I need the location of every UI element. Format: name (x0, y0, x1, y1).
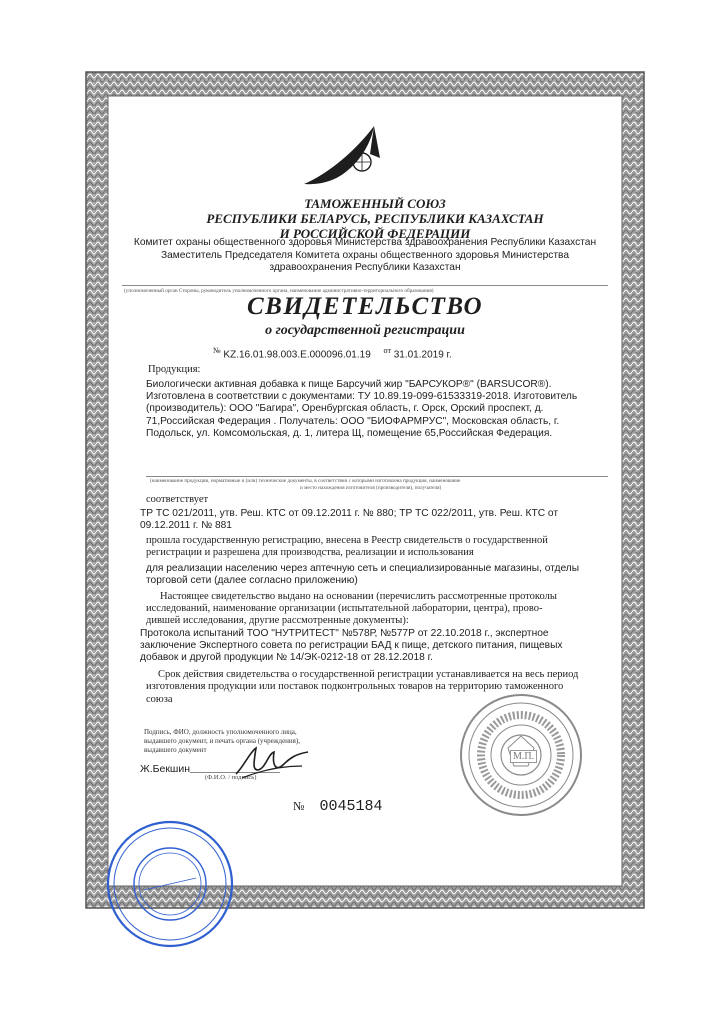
product-line: Биологически активная добавка к пище Барсучий жир "БАРСУКОР®" (BARSUCOR®). (146, 379, 552, 390)
handwritten-signature-icon (232, 740, 312, 784)
signatory-caption-line: выдавшего документ, и печать органа (учреждения), (144, 737, 300, 745)
compliance-line: ТР ТС 021/2011, утв. Реш. КТС от 09.12.2011 г. № 880; ТР ТС 022/2011, утв. Реш. КТС от (140, 508, 559, 519)
product-description (146, 379, 616, 440)
committee-caption: (уполномоченный орган Стороны, руководитель уполномоченного органа, наименование административно-территориального образования) (124, 288, 434, 294)
customs-union-emblem-icon (300, 118, 410, 190)
product-line: 71,Российская Федерация . Получатель: ООО "БИОФАРМРУС", Московская область, г. (146, 415, 560, 427)
product-line: (производитель): ООО "Багира", Оренбургская область, г. Орск, Орский проспект, д. (146, 403, 544, 415)
serial-label: № (293, 799, 305, 813)
issuer-header (140, 196, 610, 241)
product-caption-1: (наименование продукции, нормативные и (или) технические документы, в соответствии с которыми изготовлена продукция, наименование (150, 478, 461, 484)
certificate-date: 31.01.2019 г. (393, 349, 452, 361)
signatory-caption-line: Подпись, ФИО, должность уполномоченного лица, (144, 728, 297, 736)
product-label: Продукция: (148, 364, 201, 375)
committee-line-1: Комитет охраны общественного здоровья Министерства здравоохранения Республики Казахстан (133, 237, 597, 248)
protocol-line: добавок и другой продукции № 14/ЭК-0212-18 от 28.12.2018 г. (140, 652, 433, 664)
purpose-text (146, 563, 616, 587)
protocol-line: заключение Экспертного совета по регистрации БАД к пище, детского питания, пищевых (140, 640, 563, 652)
registration-line: прошла государственную регистрацию, внесена в Реестр свидетельств о государственной (146, 535, 548, 546)
basis-text-cont (146, 603, 616, 628)
blue-round-stamp-icon (104, 818, 236, 950)
validity-line: Срок действия свидетельства о государственной регистрации устанавливается на весь период (158, 669, 579, 680)
product-rule (146, 476, 608, 477)
basis-line: исследований, наименование организации (испытательной лаборатории, центра), прово- (146, 603, 543, 614)
signatory-name-caption: (Ф.И.О. / подпись) (205, 774, 257, 781)
compliance-label: соответствует (146, 494, 209, 505)
product-line: Изготовлена в соответствии с документами: ТУ 10.89.19-099-61533319-2018. Изготовитель (146, 391, 578, 403)
protocol-line: Протокола испытаний ТОО "НУТРИТЕСТ" №578Р, №577Р от 22.10.2018 г., экспертное (140, 628, 549, 639)
serial-number (293, 798, 382, 815)
signatory-name: Ж.Бекшин (140, 763, 191, 775)
protocol-text (140, 628, 616, 665)
header-line-2: РЕСПУБЛИКИ БЕЛАРУСЬ, РЕСПУБЛИКИ КАЗАХСТАН (206, 211, 544, 226)
committee-block (120, 237, 610, 275)
validity-line: изготовления продукции или поставок подконтрольных товаров на территорию таможенного (146, 681, 564, 693)
purpose-line: торговой сети (далее согласно приложению) (146, 575, 358, 587)
certificate-subtitle: о государственной регистрации (265, 323, 465, 338)
header-line-3: И РОССИЙСКОЙ ФЕДЕРАЦИИ (279, 226, 471, 241)
product-caption-2: и место нахождения изготовителя (производителя), получателя) (300, 485, 442, 491)
certificate-title: СВИДЕТЕЛЬСТВО (247, 293, 483, 320)
validity-line: союза (146, 693, 173, 705)
certificate-number: KZ.16.01.98.003.E.000096.01.19 (223, 349, 371, 361)
committee-line-3: здравоохранения Республики Казахстан (269, 262, 461, 273)
basis-text (146, 591, 616, 603)
date-label: от (383, 346, 391, 355)
committee-line-2: Заместитель Председателя Комитета охраны общественного здоровья Министерства (160, 249, 570, 261)
product-line: Подольск, ул. Комсомольская, д. 1, литера Щ, помещение 65,Российская Федерация. (146, 427, 553, 439)
committee-rule (122, 285, 608, 286)
purpose-line: для реализации населению через аптечную сеть и специализированные магазины, отделы (146, 563, 580, 574)
registration-statement (146, 535, 616, 560)
registration-line: регистрации и разрешена для производства, реализации и использования (146, 547, 474, 559)
number-label: № (213, 346, 221, 355)
basis-line: Настоящее свидетельство выдано на основании (перечислить рассмотренные протоколы (160, 591, 557, 602)
header-line-1: ТАМОЖЕННЫЙ СОЮЗ (304, 196, 446, 211)
basis-line: дившей исследования, другие рассмотренные документы): (146, 615, 409, 627)
signatory-caption-line: выдавшего документ (144, 746, 207, 754)
certificate-number-line (213, 346, 452, 360)
compliance-line: 09.12.2011 г. № 881 (140, 520, 232, 532)
compliance-text (140, 508, 610, 532)
seal-center-mark: М.П. (510, 750, 537, 763)
serial-value: 0045184 (319, 798, 383, 815)
